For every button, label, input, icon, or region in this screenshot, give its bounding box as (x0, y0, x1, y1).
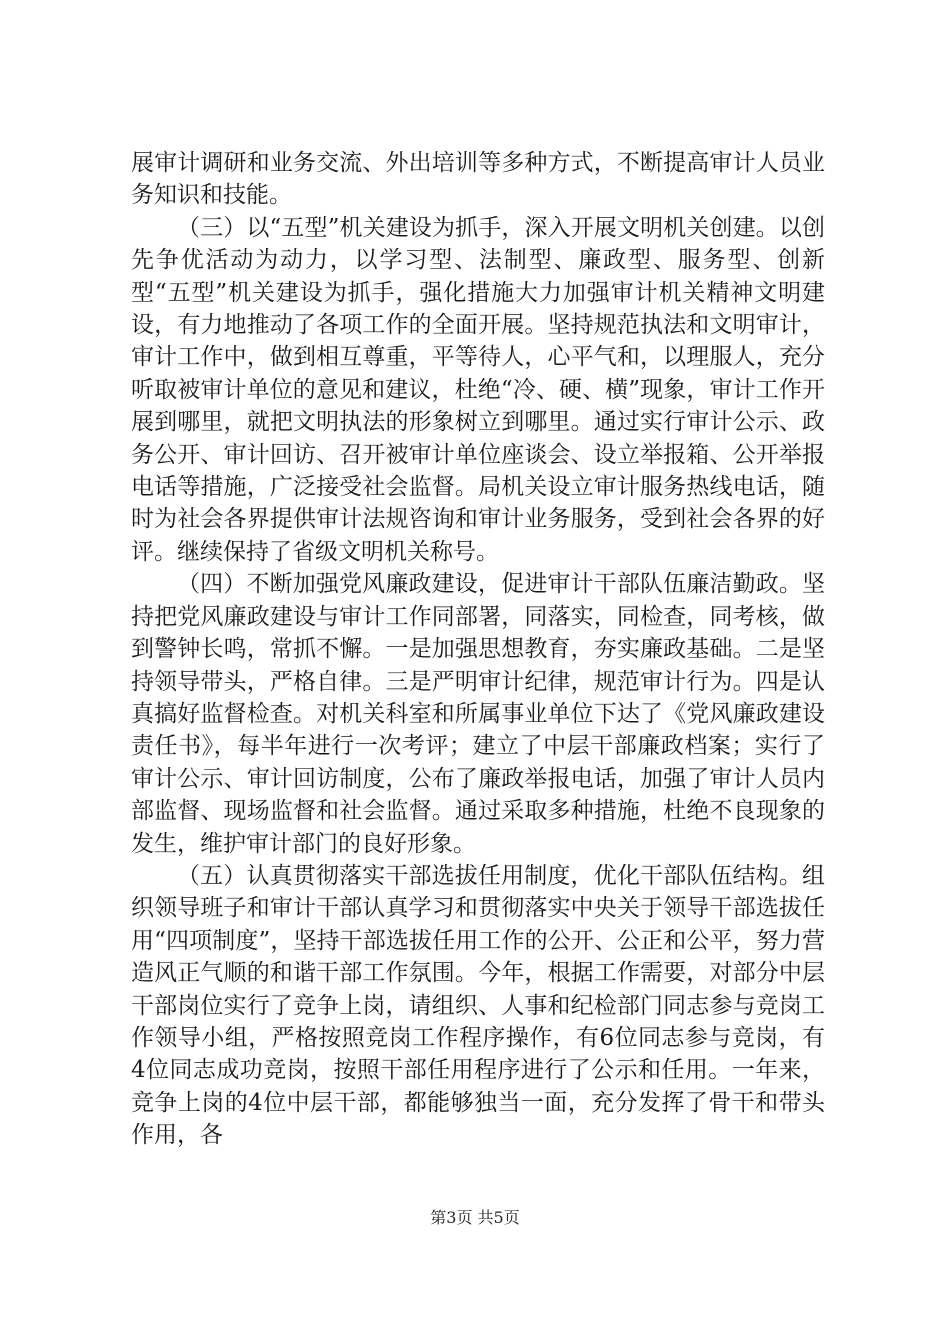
document-body (131, 147, 825, 1152)
paragraph-section-4: （四）不断加强党风廉政建设，促进审计干部队伍廉洁勤政。坚持把党风廉政建设与审计工作同部署，同落实，同检查，同考核，做到警钟长鸣，常抓不懈。一是加强思想教育，夯实廉政基础。二是坚持领导带头，严格自律。三是严明审计纪律，规范审计行为。四是认真搞好监督检查。对机关科室和所属事业单位下达了《党风廉政建设责任书》，每半年进行一次考评；建立了中层干部廉政档案；实行了审计公示、审计回访制度，公布了廉政举报电话，加强了审计人员内部监督、现场监督和社会监督。通过采取多种措施，杜绝不良现象的发生，维护审计部门的良好形象。 (131, 571, 825, 857)
paragraph-section-3: （三）以“五型”机关建设为抓手，深入开展文明机关创建。以创先争优活动为动力，以学习型、法制型、廉政型、服务型、创新型“五型”机关建设为抓手，强化措施大力加强审计机关精神文明建设，有力地推动了各项工作的全面开展。坚持规范执法和文明审计，审计工作中，做到相互尊重，平等待人，心平气和，以理服人，充分听取被审计单位的意见和建议，杜绝“冷、硬、横”现象，审计工作开展到哪里，就把文明执法的形象树立到哪里。通过实行审计公示、政务公开、审计回访、召开被审计单位座谈会、设立举报箱、公开举报电话等措施，广泛接受社会监督。局机关设立审计服务热线电话，随时为社会各界提供审计法规咨询和审计业务服务，受到社会各界的好评。继续保持了省级文明机关称号。 (131, 214, 825, 565)
paragraph-continuation: 展审计调研和业务交流、外出培训等多种方式，不断提高审计人员业务知识和技能。 (131, 150, 825, 209)
paragraph-section-5: （五）认真贯彻落实干部选拔任用制度，优化干部队伍结构。组织领导班子和审计干部认真学习和贯彻落实中央关于领导干部选拔任用“四项制度”，坚持干部选拔任用工作的公开、公正和公平，努力营造风正气顺的和谐干部工作氛围。今年，根据工作需要，对部分中层干部岗位实行了竞争上岗，请组织、人事和纪检部门同志参与竞岗工作领导小组，严格按照竞岗工作程序操作，有6位同志参与竞岗，有4位同志成功竞岗，按照干部任用程序进行了公示和任用。一年来，竞争上岗的4位中层干部，都能够独当一面，充分发挥了骨干和带头作用，各 (131, 862, 825, 1149)
page-number-footer: 第3页 共5页 (430, 1208, 520, 1227)
